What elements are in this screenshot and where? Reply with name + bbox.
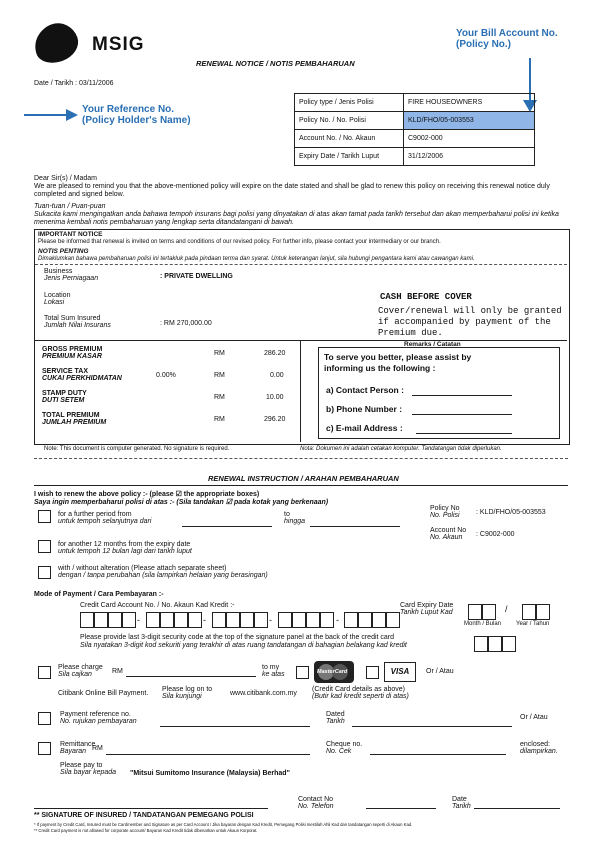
citibank-link[interactable]: www.citibank.com.my bbox=[230, 690, 297, 697]
logon-label: Please log on to Sila kunjungi bbox=[162, 686, 213, 700]
cheque-number-field[interactable] bbox=[370, 754, 506, 755]
table-row: Policy No. / No. Polisi KLD/FHO/05-003553 bbox=[295, 112, 535, 130]
contact-person-label: a) Contact Person : bbox=[326, 385, 404, 395]
location-label: Location Lokasi bbox=[44, 292, 71, 306]
email-field[interactable] bbox=[416, 433, 512, 434]
table-row: Expiry Date / Tarikh Luput 31/12/2006 bbox=[295, 148, 535, 166]
dated-label: Dated Tarikh bbox=[326, 711, 345, 725]
rm-label: RM bbox=[92, 745, 103, 752]
cheque-label: Cheque no. No. Cek bbox=[326, 741, 363, 755]
expiry-year-field[interactable] bbox=[522, 604, 536, 620]
contact-no-label: Contact No No. Telefon bbox=[298, 796, 334, 810]
signature-label: ** SIGNATURE OF INSURED / TANDATANGAN PEMEGANG POLISI bbox=[34, 812, 254, 819]
notice-title-my: NOTIS PENTING bbox=[38, 248, 89, 255]
sum-insured-label: Total Sum Insured Jumlah Nilai Insurans bbox=[44, 315, 111, 329]
business-value: : PRIVATE DWELLING bbox=[160, 273, 233, 280]
table-row: Account No. / No. Akaun C9002-000 bbox=[295, 130, 535, 148]
list-item: TOTAL PREMIUM JUMLAH PREMIUM bbox=[42, 412, 107, 426]
expiry-year-field[interactable] bbox=[536, 604, 550, 620]
brand-name: MSIG bbox=[92, 34, 145, 55]
wish-text: I wish to renew the above policy :- (please ☑ the appropriate boxes) bbox=[34, 491, 260, 498]
reference-callout: Your Reference No. (Policy Holder's Name) bbox=[82, 104, 191, 126]
cvv-field[interactable] bbox=[488, 636, 502, 652]
instruction-title: RENEWAL INSTRUCTION / ARAHAN PEMBAHARUAN bbox=[208, 474, 399, 483]
to-my-label: to my ke atas bbox=[262, 664, 285, 678]
option-alteration-checkbox[interactable] bbox=[38, 566, 51, 579]
salutation-my: Tuan-tuan / Puan-puan bbox=[34, 203, 106, 210]
date-row: Date / Tarikh : 03/11/2006 bbox=[34, 80, 114, 87]
policy-number-cell: KLD/FHO/05-003553 bbox=[404, 112, 535, 130]
option-further-period-checkbox[interactable] bbox=[38, 510, 51, 523]
remittance-label: Remittance Bayaran bbox=[60, 741, 96, 755]
period-to-field[interactable] bbox=[310, 526, 400, 527]
cvv-instruction: Please provide last 3-digit security code at the top of the signature panel at the back of the credit card bbox=[80, 634, 395, 641]
important-notice-text: Please be informed that renewal is invited on terms and conditions of our revised policy. For further info, please contact your intermediary or our branch. bbox=[38, 239, 441, 245]
instr-account-no-value: : C9002-000 bbox=[476, 531, 515, 538]
payee-name: "Mitsui Sumitomo Insurance (Malaysia) Berhad" bbox=[130, 770, 290, 777]
charge-amount-field[interactable] bbox=[126, 676, 256, 677]
card-expiry-label: Card Expiry Date Tarikh Luput Kad bbox=[400, 602, 454, 616]
enclosed-label: enclosed: dilampirkan. bbox=[520, 741, 558, 755]
bill-account-callout: Your Bill Account No. (Policy No.) bbox=[456, 28, 558, 50]
table-row: Policy type / Jenis Polisi FIRE HOUSEOWNERS bbox=[295, 94, 535, 112]
policy-info-table bbox=[294, 93, 535, 166]
instr-policy-no: Policy No No. Polisi bbox=[430, 505, 460, 519]
payment-reference-label: Payment reference no. No. rujukan pembayaran bbox=[60, 711, 137, 725]
visa-icon: VISA bbox=[384, 662, 416, 682]
expiry-month-field[interactable] bbox=[468, 604, 482, 620]
credit-card-label: Credit Card Account No. / No. Akaun Kad Kredit :- bbox=[80, 602, 235, 609]
salutation: Dear Sir(s) / Madam bbox=[34, 175, 98, 182]
footer-date-label: Date Tarikh bbox=[452, 796, 471, 810]
list-item: SERVICE TAX CUKAI PERKHIDMATAN bbox=[42, 368, 122, 382]
sum-insured-value: : RM 270,000.00 bbox=[160, 320, 212, 327]
expiry-month-field[interactable] bbox=[482, 604, 496, 620]
cvv-field[interactable] bbox=[474, 636, 488, 652]
or-label: Or / Atau bbox=[520, 714, 548, 721]
assist-intro: To serve you better, please assist by informing us the following : bbox=[324, 352, 472, 373]
card-details-note: (Credit Card details as above) (Butir kad kredit seperti di atas) bbox=[312, 686, 409, 700]
remittance-amount-field[interactable] bbox=[106, 754, 310, 755]
footnote-1: * If payment by Credit Card, Insured must be Cardmember and Signature as per Card Account / Jika bayaran dengan Kad Kredit, Pemegang Polisi mestilah Ahli Kad dan tandatangan seperti di Akaun Kad. bbox=[34, 822, 413, 827]
citibank-label: Citibank Online Bill Payment. bbox=[58, 690, 149, 697]
payment-date-field[interactable] bbox=[352, 726, 512, 727]
charge-label: Please charge Sila cajkan bbox=[58, 664, 103, 678]
note-en: Note: This document is computer generated. No signature is required. bbox=[44, 446, 230, 452]
important-notice-title: IMPORTANT NOTICE bbox=[38, 231, 103, 238]
notice-text-my: Dimaklumkan bahawa pembaharuan polisi ini tertakluk pada pindaan terma dan syarat. Untuk keterangan lanjut, sila hubungi pengantara kami atau cawangan kami. bbox=[38, 256, 475, 262]
contact-no-field[interactable] bbox=[366, 808, 436, 809]
right-arrow-icon bbox=[24, 108, 80, 122]
charge-card-checkbox[interactable] bbox=[38, 666, 51, 679]
letter-body-my: Sukacita kami mengingatkan anda bahawa tempoh insurans bagi polisi yang dinyatakan di atas akan tamat pada tarikh tersebut dan akan memperbaharui polisi ini ketika menerima kembali notis pembaharuan yang lengkap serta ditandatangani di bawah. bbox=[34, 211, 559, 226]
year-label: Year / Tahun bbox=[516, 621, 550, 627]
or-label: Or / Atau bbox=[426, 668, 454, 675]
payment-reference-checkbox[interactable] bbox=[38, 712, 51, 725]
instr-policy-no-value: : KLD/FHO/05-003553 bbox=[476, 509, 546, 516]
mode-of-payment-label: Mode of Payment / Cara Pembayaran :- bbox=[34, 591, 164, 598]
instr-account-no: Account No No. Akaun bbox=[430, 527, 467, 541]
msig-logo-icon bbox=[29, 18, 83, 69]
email-label: c) E-mail Address : bbox=[326, 423, 403, 433]
contact-person-field[interactable] bbox=[412, 395, 512, 396]
cvv-field[interactable] bbox=[502, 636, 516, 652]
cash-before-cover-title: CASH BEFORE COVER bbox=[380, 292, 472, 302]
month-label: Month / Bulan bbox=[464, 621, 502, 627]
phone-number-field[interactable] bbox=[412, 414, 512, 415]
list-item: GROSS PREMIUM PREMIUM KASAR bbox=[42, 346, 103, 360]
letter-body: We are pleased to remind you that the above-mentioned policy will expire on the date stated and shall be glad to renew this policy on receiving this renewal notice duly completed and signed below. bbox=[34, 183, 550, 198]
note-my: Nota: Dokumen ini adalah cetakan komputer. Tandatangan tidak diperlukan. bbox=[300, 446, 502, 452]
rm-label: RM bbox=[112, 668, 123, 675]
footer-date-field[interactable] bbox=[474, 808, 560, 809]
option-further-period-label: for a further period from untuk tempoh selanjutnya dari bbox=[58, 511, 152, 525]
to-label: to hingga bbox=[284, 511, 306, 525]
cvv-instruction-my: Sila nyatakan 3-digit kod sekuriti yang terakhir di atas ruang tandatangan di bahagian belakang kad kredit bbox=[80, 642, 407, 649]
document-title: RENEWAL NOTICE / NOTIS PEMBAHARUAN bbox=[196, 59, 355, 68]
mastercard-checkbox[interactable] bbox=[296, 666, 309, 679]
phone-number-label: b) Phone Number : bbox=[326, 404, 403, 414]
remarks-title: Remarks / Catatan bbox=[404, 341, 461, 348]
mastercard-icon: MasterCard bbox=[314, 661, 354, 683]
list-item: STAMP DUTY DUTI SETEM bbox=[42, 390, 87, 404]
payment-reference-field[interactable] bbox=[160, 726, 310, 727]
date-value: 03/11/2006 bbox=[79, 80, 114, 87]
option-alteration-label: with / without alteration (Please attach separate sheet) dengan / tanpa perubahan (sila lampirkan helaian yang berasingan) bbox=[58, 565, 268, 579]
visa-checkbox[interactable] bbox=[366, 666, 379, 679]
period-from-field[interactable] bbox=[182, 526, 272, 527]
footnote-2: ** Credit Card payment is not allowed for corporate account/ Bayaran Kad Kredit tidak dibenarkan untuk Akaun Korporat. bbox=[34, 828, 258, 833]
signature-field[interactable] bbox=[34, 808, 268, 809]
option-12-months-checkbox[interactable] bbox=[38, 540, 51, 553]
wish-text-my: Saya ingin memperbaharui polisi di atas :- (Sila tandakan ☑ pada kotak yang berkenaan) bbox=[34, 499, 329, 506]
cash-before-cover-text: Cover/renewal will only be granted if accompanied by payment of the Premium due. bbox=[378, 306, 562, 338]
remittance-checkbox[interactable] bbox=[38, 742, 51, 755]
pay-to-label: Please pay to Sila bayar kepada bbox=[60, 762, 117, 776]
business-label: Business Jenis Perniagaan bbox=[44, 268, 99, 282]
option-12-months-label: for another 12 months from the expiry date untuk tempoh 12 bulan lagi dari tarikh luput bbox=[58, 541, 192, 555]
